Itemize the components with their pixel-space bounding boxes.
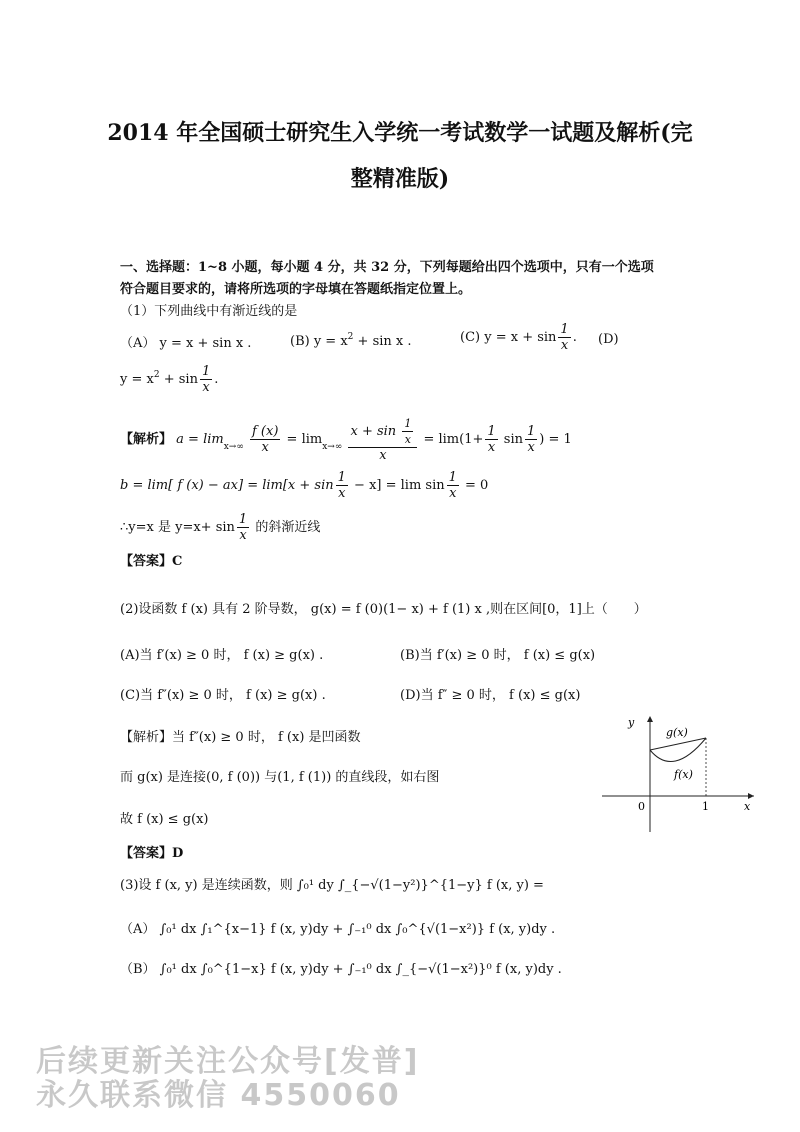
watermark-line1: 后续更新关注公众号[发普] — [36, 1044, 420, 1079]
g-line-segment — [650, 738, 706, 750]
q1-option-d-label: (D) — [598, 332, 619, 347]
q1-answer: 【答案】C — [120, 554, 183, 569]
q3-stem: (3)设 f (x, y) 是连续函数，则 ∫₀¹ dy ∫_{−√(1−y²)}^{1−y} f (x, y) = — [120, 878, 544, 893]
q2-analysis-3: 故 f (x) ≤ g(x) — [120, 812, 209, 827]
q2-option-b: (B)当 f′(x) ≥ 0 时， f (x) ≤ g(x) — [400, 648, 596, 663]
page-title-line2: 整精准版) — [350, 166, 450, 192]
q1-option-c: (C) y = x + sin $\frac{1}{x}$ . — [460, 322, 577, 353]
q2-option-a: (A)当 f′(x) ≥ 0 时， f (x) ≥ g(x) . — [120, 648, 324, 663]
graph-f-label: f(x) — [674, 768, 693, 781]
q1-conclusion: ∴y=x 是 y=x+ sin $\frac{1}{x}$ 的斜渐近线 — [120, 512, 321, 543]
f-curve — [650, 738, 706, 762]
q2-answer: 【答案】D — [120, 846, 184, 861]
x-axis-arrow — [748, 793, 754, 799]
q3-option-b: （B） ∫₀¹ dx ∫₀^{1−x} f (x, y)dy + ∫₋₁⁰ dx ∫_{−√(1−x²)}⁰ f (x, y)dy . — [120, 962, 562, 977]
q1-option-d: $y = x^2 + \sin$ $\frac{1}{x}$ . — [120, 364, 219, 395]
watermark-line2: 永久联系微信 4550060 — [36, 1078, 401, 1113]
q1-analysis-b: b = lim[ f (x) − ax] = lim[x + sin $\frac{1}{x}$ − x] = lim sin $\frac{1}{x}$ = 0 — [120, 470, 489, 501]
graph-g-label: g(x) — [666, 726, 688, 739]
q1-stem: （1）下列曲线中有渐近线的是 — [120, 304, 298, 319]
graph-y-label: y — [628, 716, 635, 729]
section-heading-line1: 一、选择题：1~8 小题，每小题 4 分，共 32 分，下列每题给出四个选项中，只有一个选项 — [120, 260, 654, 275]
q1-option-b: (B) $y = x^2 + \sin x$ . — [290, 332, 412, 349]
q2-option-c: (C)当 f″(x) ≥ 0 时， f (x) ≥ g(x) . — [120, 688, 326, 703]
convex-function-graph — [598, 712, 758, 837]
q2-analysis-2: 而 g(x) 是连接(0, f (0)) 与(1, f (1)) 的直线段，如右图 — [120, 770, 440, 785]
graph-x-label: x — [744, 800, 751, 813]
q1-analysis-a: 【解析】 $a = \lim_{x\to\infty}$ $\frac{f (x)}{x}$ = $\lim_{x\to\infty}$ x + sin $\frac{1}{x}$ x = lim(1+ $\frac{1}{x}$ sin $\frac{1}{x}$ ) = 1 — [120, 417, 572, 463]
q3-option-a: （A） ∫₀¹ dx ∫₁^{x−1} f (x, y)dy + ∫₋₁⁰ dx ∫₀^{√(1−x²)} f (x, y)dy . — [120, 922, 556, 937]
q2-analysis-1: 【解析】当 f″(x) ≥ 0 时， f (x) 是凹函数 — [120, 730, 361, 745]
graph-origin-label: 0 — [638, 800, 645, 813]
section-heading-line2: 符合题目要求的，请将所选项的字母填在答题纸指定位置上。 — [120, 282, 472, 297]
q1-option-a: （A） y = x + sin x . — [120, 336, 252, 351]
page-title-line1: 2014 年全国硕士研究生入学统一考试数学一试题及解析(完 — [107, 120, 693, 146]
y-axis-arrow — [647, 716, 653, 722]
graph-one-label: 1 — [702, 800, 709, 813]
q2-stem: (2)设函数 f (x) 具有 2 阶导数， g(x) = f (0)(1− x) + f (1) x ,则在区间[0，1]上（ ） — [120, 602, 647, 617]
q2-option-d: (D)当 f″ ≥ 0 时， f (x) ≤ g(x) — [400, 688, 581, 703]
